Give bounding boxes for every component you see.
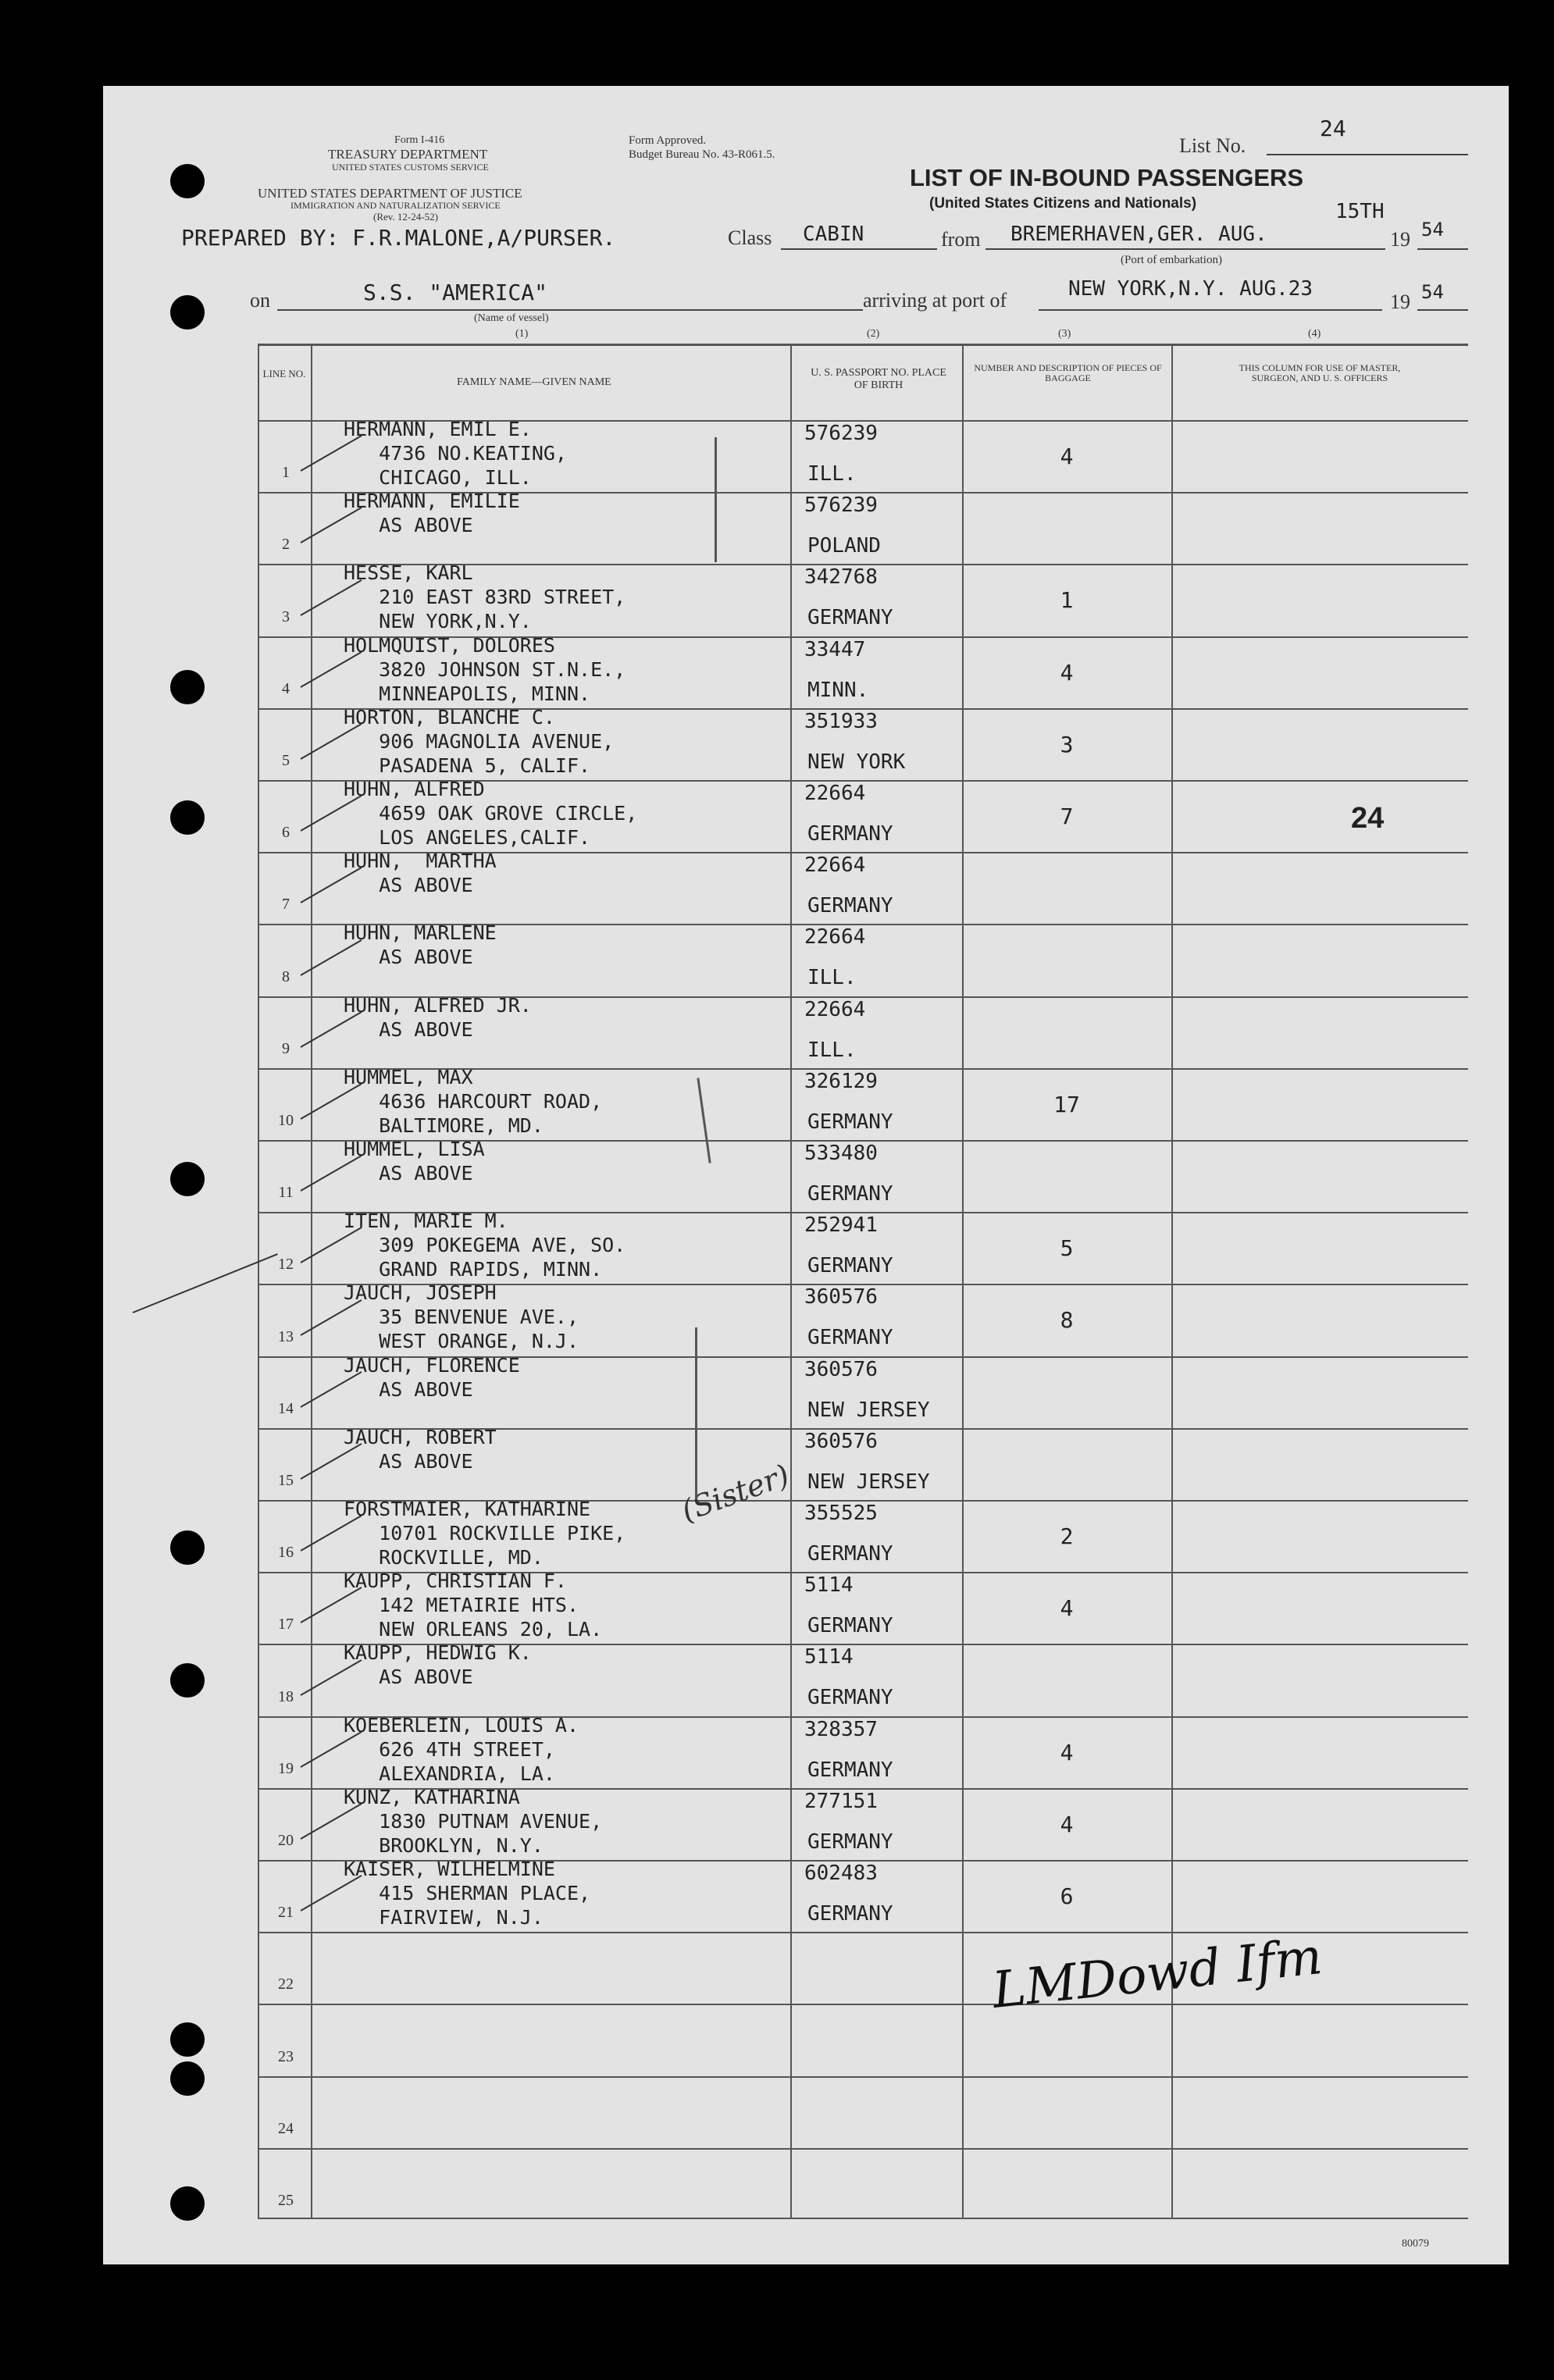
line-number: 23: [278, 2048, 294, 2065]
passport-number: 22664: [804, 782, 866, 805]
passenger-entry: [344, 633, 626, 706]
passenger-name: HOLMQUIST, DOLORES: [344, 634, 555, 657]
passenger-address-line: BALTIMORE, MD.: [344, 1114, 544, 1137]
passenger-address-line: AS ABOVE: [344, 1378, 473, 1401]
passenger-name: JAUCH, JOSEPH: [344, 1281, 497, 1304]
passenger-address-line: NEW YORK,N.Y.: [344, 610, 532, 632]
place-of-birth: GERMANY: [807, 1686, 893, 1709]
line-number: 20: [278, 1832, 294, 1849]
col-divider-baggage: [962, 344, 964, 2218]
passenger-entry: [344, 1209, 626, 1281]
passport-number: 22664: [804, 925, 866, 949]
passenger-name: KOEBERLEIN, LOUIS A.: [344, 1714, 579, 1737]
place-of-birth: NEW YORK: [807, 750, 906, 774]
ins-service: IMMIGRATION AND NATURALIZATION SERVICE: [290, 200, 501, 211]
vessel-name: S.S. "AMERICA": [363, 280, 548, 305]
baggage-count: 4: [1060, 444, 1074, 469]
passenger-address-line: NEW ORLEANS 20, LA.: [344, 1618, 603, 1641]
line-number: 22: [278, 1976, 294, 1993]
place-of-birth: ILL.: [807, 966, 857, 989]
passport-number: 328357: [804, 1718, 878, 1741]
punch-hole: [170, 800, 205, 835]
place-of-birth: GERMANY: [807, 1614, 893, 1637]
line-number: 15: [278, 1472, 294, 1489]
baggage-count: 7: [1060, 803, 1074, 829]
passport-number: 277151: [804, 1790, 878, 1813]
punch-hole: [170, 1162, 205, 1196]
baggage-count: 3: [1060, 732, 1074, 757]
passenger-address-line: 10701 ROCKVILLE PIKE,: [344, 1522, 626, 1545]
passenger-name: HERMANN, EMILIE: [344, 490, 520, 512]
passport-number: 360576: [804, 1430, 878, 1453]
vessel-caption: (Name of vessel): [474, 312, 549, 324]
from-underline: [986, 248, 1385, 250]
line-number: 10: [278, 1112, 294, 1129]
line-number: 9: [282, 1040, 290, 1057]
place-of-birth: NEW JERSEY: [807, 1398, 930, 1422]
passport-number: 360576: [804, 1358, 878, 1381]
line-number: 5: [282, 752, 290, 769]
passenger-entry: [344, 1785, 602, 1858]
passenger-name: JAUCH, ROBERT: [344, 1426, 497, 1448]
class-label: Class: [728, 226, 772, 249]
list-no-underline: [1267, 154, 1468, 155]
passenger-address-line: 906 MAGNOLIA AVENUE,: [344, 730, 615, 753]
line-number: 7: [282, 896, 290, 913]
passenger-name: KUNZ, KATHARINA: [344, 1786, 520, 1808]
header-line-no: LINE NO.: [262, 368, 306, 379]
place-of-birth: GERMANY: [807, 606, 893, 629]
passenger-address-line: 4659 OAK GROVE CIRCLE,: [344, 802, 638, 825]
passenger-entry: [344, 849, 497, 897]
arriving-year-underline: [1417, 309, 1468, 311]
passenger-address-line: AS ABOVE: [344, 1450, 473, 1473]
passenger-name: HESSE, KARL: [344, 561, 473, 584]
port-embark-caption: (Port of embarkation): [1121, 254, 1222, 266]
passenger-name: HUHN, ALFRED JR.: [344, 994, 532, 1017]
passenger-name: HERMANN, EMIL E.: [344, 418, 532, 440]
line-number: 6: [282, 824, 290, 841]
form-number: Form I-416: [394, 134, 445, 146]
form-approved: Form Approved.: [629, 134, 707, 147]
baggage-count: 5: [1060, 1235, 1074, 1261]
passenger-entry: [344, 1857, 590, 1929]
place-of-birth: NEW JERSEY: [807, 1470, 930, 1494]
place-of-birth: GERMANY: [807, 1254, 893, 1277]
passenger-name: HUHN, MARLENE: [344, 921, 497, 944]
passenger-address-line: WEST ORANGE, N.J.: [344, 1330, 579, 1352]
passport-number: 33447: [804, 638, 866, 661]
passenger-entry: [344, 993, 532, 1042]
passenger-address-line: 415 SHERMAN PLACE,: [344, 1882, 591, 1904]
class-value: CABIN: [803, 223, 864, 246]
on-label: on: [250, 289, 270, 312]
passenger-address-line: 3820 JOHNSON ST.N.E.,: [344, 658, 626, 681]
passenger-address-line: AS ABOVE: [344, 874, 473, 896]
col-num-4: (4): [1308, 328, 1321, 340]
punch-hole: [170, 1663, 205, 1698]
passenger-name: HUHN, MARTHA: [344, 850, 497, 872]
table-bottom-rule: [258, 2218, 1468, 2219]
budget-bureau: Budget Bureau No. 43-R061.5.: [629, 148, 775, 161]
baggage-count: 2: [1060, 1523, 1074, 1549]
passport-number: 22664: [804, 998, 866, 1021]
passenger-entry: [344, 777, 637, 850]
passenger-address-line: 4736 NO.KEATING,: [344, 442, 567, 465]
officer-signature: LMDowd Ifm: [989, 1928, 1325, 2020]
passenger-name: KAUPP, CHRISTIAN F.: [344, 1569, 567, 1592]
row-rule: [258, 2004, 1468, 2005]
line-number: 24: [278, 2120, 294, 2137]
line-number: 2: [282, 536, 290, 553]
passenger-address-line: ALEXANDRIA, LA.: [344, 1762, 555, 1785]
passenger-address-line: AS ABOVE: [344, 1666, 473, 1688]
passport-number: 326129: [804, 1070, 878, 1093]
passenger-name: HUMMEL, LISA: [344, 1138, 485, 1160]
passenger-entry: [344, 489, 520, 537]
header-officers: THIS COLUMN FOR USE OF MASTER, SURGEON, AND U. S. OFFICERS: [1239, 362, 1401, 383]
baggage-count: 8: [1060, 1307, 1074, 1333]
baggage-count: 4: [1060, 1812, 1074, 1837]
arriving-year-suffix: 54: [1421, 281, 1444, 303]
place-of-birth: POLAND: [807, 534, 881, 558]
passenger-entry: [344, 561, 626, 633]
line-number: 12: [278, 1256, 294, 1273]
place-of-birth: MINN.: [807, 679, 869, 702]
class-underline: [781, 248, 937, 250]
punch-hole: [170, 2186, 205, 2221]
passenger-address-line: PASADENA 5, CALIF.: [344, 754, 591, 777]
passport-number: 576239: [804, 493, 878, 517]
passenger-entry: [344, 1569, 602, 1641]
passenger-address-line: AS ABOVE: [344, 1162, 473, 1185]
line-number: 4: [282, 680, 290, 697]
passenger-entry: [344, 921, 497, 969]
passenger-name: HUMMEL, MAX: [344, 1066, 473, 1088]
place-of-birth: GERMANY: [807, 822, 893, 846]
place-of-birth: ILL.: [807, 1039, 857, 1062]
passport-number: 5114: [804, 1645, 854, 1669]
passenger-entry: [344, 1065, 602, 1138]
col-divider-line: [311, 344, 312, 2218]
passenger-entry: [344, 1353, 520, 1402]
line-number: 14: [278, 1400, 294, 1417]
passenger-address-line: 626 4TH STREET,: [344, 1738, 555, 1761]
baggage-count: 6: [1060, 1883, 1074, 1909]
passport-number: 602483: [804, 1862, 878, 1885]
passenger-address-line: 309 POKEGEMA AVE, SO.: [344, 1234, 626, 1256]
header-baggage: NUMBER AND DESCRIPTION OF PIECES OF BAGGAGE: [974, 362, 1162, 383]
passport-number: 252941: [804, 1213, 878, 1237]
rev-date: (Rev. 12-24-52): [373, 211, 438, 223]
header-name: FAMILY NAME—GIVEN NAME: [457, 376, 611, 388]
passenger-address-line: AS ABOVE: [344, 1018, 473, 1041]
from-day: 15TH: [1335, 200, 1385, 223]
officer-note: 24: [1351, 802, 1385, 835]
treasury-department: TREASURY DEPARTMENT: [328, 147, 488, 162]
baggage-count: 4: [1060, 1740, 1074, 1765]
passenger-entry: [344, 1281, 579, 1353]
place-of-birth: GERMANY: [807, 1326, 893, 1349]
from-value: BREMERHAVEN,GER. AUG.: [1010, 223, 1267, 246]
from-label: from: [941, 228, 981, 251]
col-num-1: (1): [515, 328, 529, 340]
baggage-count: 17: [1053, 1092, 1080, 1117]
passport-number: 355525: [804, 1502, 878, 1525]
arriving-value: NEW YORK,N.Y. AUG.23: [1068, 277, 1313, 301]
place-of-birth: ILL.: [807, 462, 857, 486]
baggage-count: 4: [1060, 660, 1074, 686]
passenger-name: ITEN, MARIE M.: [344, 1210, 508, 1232]
col-num-3: (3): [1058, 328, 1071, 340]
passenger-address-line: CHICAGO, ILL.: [344, 466, 532, 489]
arriving-year-prefix: 19: [1390, 290, 1410, 313]
passenger-entry: [344, 1641, 532, 1689]
arriving-label: arriving at port of: [863, 289, 1007, 312]
place-of-birth: GERMANY: [807, 1902, 893, 1926]
vessel-underline: [277, 309, 863, 311]
place-of-birth: GERMANY: [807, 1542, 893, 1566]
sister-note: (Sister): [676, 1457, 794, 1529]
pen-stroke: [695, 1327, 697, 1499]
line-number: 19: [278, 1760, 294, 1777]
passenger-entry: [344, 1425, 497, 1473]
line-number: 8: [282, 968, 290, 985]
passenger-entry: [344, 417, 567, 490]
passenger-name: HUHN, ALFRED: [344, 778, 485, 800]
passport-number: 576239: [804, 422, 878, 445]
punch-hole: [170, 2061, 205, 2096]
passenger-entry: [344, 1713, 579, 1786]
line-number: 3: [282, 608, 290, 625]
place-of-birth: GERMANY: [807, 1758, 893, 1782]
punch-hole: [170, 670, 205, 704]
passenger-address-line: 210 EAST 83RD STREET,: [344, 586, 626, 608]
passport-number: 22664: [804, 853, 866, 877]
list-no-value: 24: [1320, 116, 1346, 141]
passenger-entry: [344, 705, 614, 778]
line-number: 25: [278, 2192, 294, 2209]
passenger-address-line: ROCKVILLE, MD.: [344, 1546, 544, 1569]
pen-stroke: [715, 437, 717, 562]
place-of-birth: GERMANY: [807, 894, 893, 917]
passenger-address-line: AS ABOVE: [344, 514, 473, 536]
col-divider-officers: [1171, 344, 1173, 2218]
from-year-underline: [1417, 248, 1468, 250]
passport-number: 360576: [804, 1285, 878, 1309]
line-number: 16: [278, 1544, 294, 1561]
passenger-address-line: AS ABOVE: [344, 946, 473, 968]
line-number: 13: [278, 1328, 294, 1345]
form-subtitle: (United States Citizens and Nationals): [929, 195, 1197, 212]
line-number: 21: [278, 1904, 294, 1921]
from-year-prefix: 19: [1390, 228, 1410, 251]
passenger-name: HORTON, BLANCHE C.: [344, 706, 555, 729]
baggage-count: 4: [1060, 1595, 1074, 1621]
customs-service: UNITED STATES CUSTOMS SERVICE: [332, 162, 489, 173]
form-code: 80079: [1402, 2238, 1429, 2250]
from-year-suffix: 54: [1421, 219, 1444, 240]
place-of-birth: GERMANY: [807, 1830, 893, 1854]
dept-of-justice: UNITED STATES DEPARTMENT OF JUSTICE: [258, 186, 522, 201]
punch-hole: [170, 1530, 205, 1565]
passenger-entry: [344, 1497, 626, 1569]
line-number: 18: [278, 1688, 294, 1705]
punch-hole: [170, 164, 205, 198]
passenger-name: KAISER, WILHELMINE: [344, 1858, 555, 1880]
table-left-border: [258, 344, 259, 2218]
row-rule: [258, 2076, 1468, 2078]
passenger-address-line: BROOKLYN, N.Y.: [344, 1834, 544, 1857]
list-no-label: List No.: [1179, 134, 1246, 157]
col-num-2: (2): [867, 328, 880, 340]
line-number: 17: [278, 1616, 294, 1633]
passport-number: 351933: [804, 710, 878, 733]
prepared-by: PREPARED BY: F.R.MALONE,A/PURSER.: [181, 225, 616, 251]
passenger-address-line: LOS ANGELES,CALIF.: [344, 826, 591, 849]
passenger-address-line: 1830 PUTNAM AVENUE,: [344, 1810, 603, 1833]
passport-number: 533480: [804, 1142, 878, 1165]
passenger-address-line: GRAND RAPIDS, MINN.: [344, 1258, 603, 1281]
passenger-name: JAUCH, FLORENCE: [344, 1354, 520, 1377]
col-divider-passport: [790, 344, 792, 2218]
place-of-birth: GERMANY: [807, 1110, 893, 1134]
arriving-underline: [1039, 309, 1382, 311]
table-top-rule: [258, 344, 1468, 346]
row-rule: [258, 2148, 1468, 2150]
line-number: 11: [278, 1184, 294, 1201]
punch-hole: [170, 2022, 205, 2057]
line-number: 1: [282, 464, 290, 481]
passenger-entry: [344, 1137, 485, 1185]
form-title: LIST OF IN-BOUND PASSENGERS: [910, 164, 1304, 191]
punch-hole: [170, 295, 205, 330]
passport-number: 342768: [804, 565, 878, 589]
passenger-address-line: MINNEAPOLIS, MINN.: [344, 682, 591, 705]
passenger-name: KAUPP, HEDWIG K.: [344, 1641, 532, 1664]
passenger-address-line: FAIRVIEW, N.J.: [344, 1906, 544, 1929]
passenger-name: FORSTMAIER, KATHARINE: [344, 1498, 591, 1520]
passenger-address-line: 4636 HARCOURT ROAD,: [344, 1090, 603, 1113]
passenger-address-line: 142 METAIRIE HTS.: [344, 1594, 579, 1616]
baggage-count: 1: [1060, 587, 1074, 613]
place-of-birth: GERMANY: [807, 1182, 893, 1206]
header-passport: U. S. PASSPORT NO. PLACE OF BIRTH: [811, 367, 946, 391]
passport-number: 5114: [804, 1573, 854, 1597]
passenger-address-line: 35 BENVENUE AVE.,: [344, 1306, 579, 1328]
